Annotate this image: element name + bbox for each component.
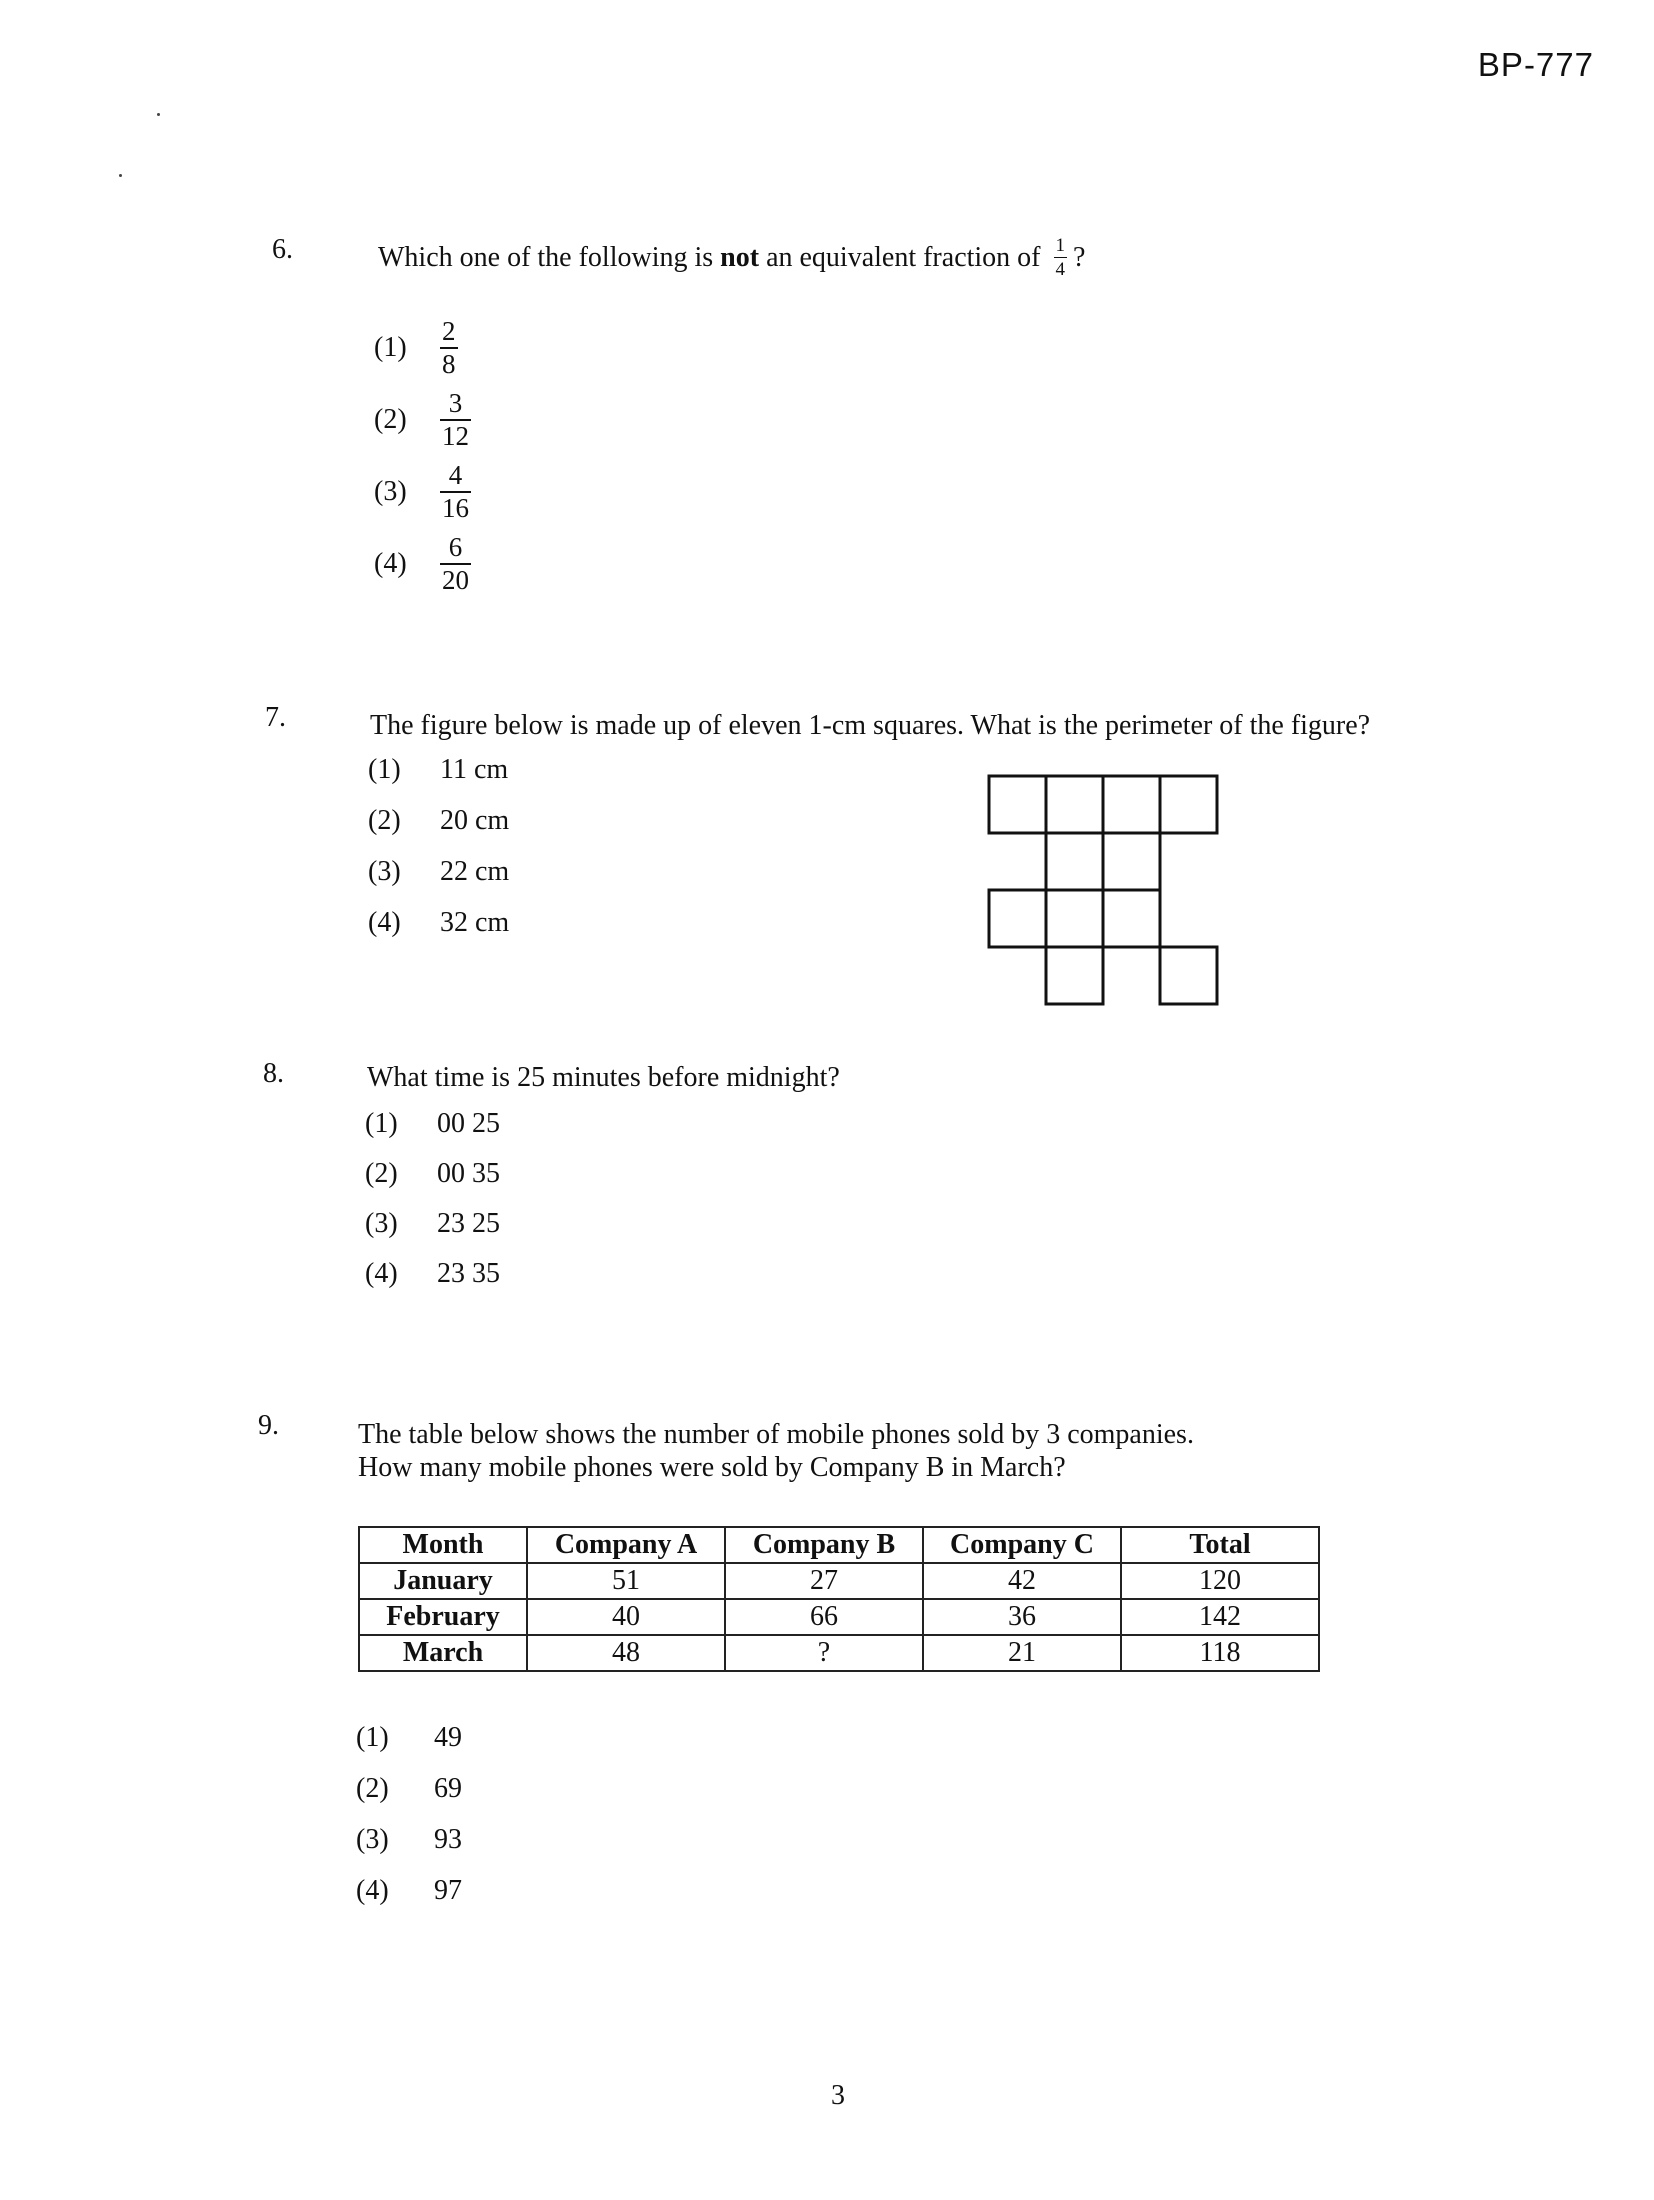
option-3[interactable] bbox=[365, 1208, 500, 1258]
page-number: 3 bbox=[831, 2080, 845, 2111]
table-cell: March bbox=[359, 1635, 527, 1671]
table-cell: ? bbox=[725, 1635, 923, 1671]
column-header: Total bbox=[1121, 1527, 1319, 1563]
option-1[interactable] bbox=[374, 312, 471, 384]
option-label: (4) bbox=[368, 907, 401, 938]
table-cell: 36 bbox=[923, 1599, 1121, 1635]
question-9-number: 9. bbox=[258, 1410, 279, 1441]
fraction-numerator: 4 bbox=[448, 460, 463, 490]
table-cell: January bbox=[359, 1563, 527, 1599]
column-header: Month bbox=[359, 1527, 527, 1563]
option-2[interactable] bbox=[356, 1773, 462, 1824]
sales-table bbox=[358, 1526, 1320, 1672]
option-label: (3) bbox=[374, 476, 407, 507]
table-cell: 118 bbox=[1121, 1635, 1319, 1671]
table-cell: 48 bbox=[527, 1635, 725, 1671]
option-2[interactable] bbox=[365, 1158, 500, 1208]
question-6-qmark: ? bbox=[1073, 241, 1086, 273]
question-8-text: What time is 25 minutes before midnight? bbox=[367, 1062, 840, 1093]
fraction-numerator: 3 bbox=[448, 388, 463, 418]
option-2[interactable] bbox=[374, 384, 471, 456]
option-1[interactable] bbox=[368, 754, 509, 805]
scan-speck bbox=[119, 174, 122, 177]
table-cell: February bbox=[359, 1599, 527, 1635]
unit-square bbox=[1160, 947, 1217, 1004]
question-8-options bbox=[365, 1108, 500, 1308]
column-header: Company C bbox=[923, 1527, 1121, 1563]
question-7-options bbox=[368, 754, 509, 958]
option-value: 20 cm bbox=[440, 805, 510, 836]
question-6-text bbox=[378, 236, 1085, 279]
scan-speck bbox=[157, 113, 160, 116]
option-4[interactable] bbox=[356, 1875, 462, 1926]
option-label: (2) bbox=[365, 1158, 398, 1189]
option-2[interactable] bbox=[368, 805, 509, 856]
option-label: (1) bbox=[368, 754, 401, 785]
option-value: 93 bbox=[434, 1824, 462, 1855]
fraction-denominator: 16 bbox=[442, 493, 469, 523]
table-cell: 40 bbox=[527, 1599, 725, 1635]
option-value: 23 35 bbox=[437, 1258, 500, 1289]
unit-square bbox=[1160, 776, 1217, 833]
fraction-numerator: 6 bbox=[448, 532, 463, 562]
option-label: (2) bbox=[368, 805, 401, 836]
fraction-denominator: 12 bbox=[442, 421, 469, 451]
option-label: (1) bbox=[356, 1722, 389, 1753]
table-cell: 66 bbox=[725, 1599, 923, 1635]
table-header-row bbox=[359, 1527, 1319, 1563]
option-value: 22 cm bbox=[440, 856, 510, 887]
option-4[interactable] bbox=[374, 528, 471, 600]
option-4[interactable] bbox=[365, 1258, 500, 1308]
table-cell: 51 bbox=[527, 1563, 725, 1599]
option-label: (3) bbox=[368, 856, 401, 887]
unit-square bbox=[1103, 776, 1160, 833]
question-7-text: The figure below is made up of eleven 1-cm squares. What is the perimeter of the figure? bbox=[370, 710, 1371, 741]
unit-square bbox=[989, 776, 1046, 833]
unit-square bbox=[1046, 890, 1103, 947]
question-9-line-1: The table below shows the number of mobile phones sold by 3 companies. bbox=[358, 1419, 1194, 1450]
option-value: 32 cm bbox=[440, 907, 510, 938]
unit-square bbox=[1046, 947, 1103, 1004]
option-label: (4) bbox=[365, 1258, 398, 1289]
option-fraction bbox=[440, 534, 471, 594]
unit-square bbox=[1103, 833, 1160, 890]
option-1[interactable] bbox=[356, 1722, 462, 1773]
fraction-numerator: 1 bbox=[1055, 235, 1065, 256]
option-value: 00 25 bbox=[437, 1108, 500, 1139]
fraction-numerator: 2 bbox=[442, 316, 456, 346]
option-4[interactable] bbox=[368, 907, 509, 958]
option-value: 23 25 bbox=[437, 1208, 500, 1239]
table-cell: 21 bbox=[923, 1635, 1121, 1671]
option-value: 00 35 bbox=[437, 1158, 500, 1189]
table-cell: 27 bbox=[725, 1563, 923, 1599]
question-9-options bbox=[356, 1722, 462, 1926]
option-value: 97 bbox=[434, 1875, 462, 1906]
question-6-options bbox=[374, 312, 471, 600]
unit-square bbox=[1046, 833, 1103, 890]
question-9-line-2: How many mobile phones were sold by Company B in March? bbox=[358, 1452, 1066, 1483]
column-header: Company B bbox=[725, 1527, 923, 1563]
option-label: (3) bbox=[365, 1208, 398, 1239]
fraction-denominator: 8 bbox=[442, 349, 456, 379]
option-fraction bbox=[440, 462, 471, 522]
table-cell: 142 bbox=[1121, 1599, 1319, 1635]
unit-square bbox=[1046, 776, 1103, 833]
table-row bbox=[359, 1563, 1319, 1599]
question-6-number: 6. bbox=[272, 234, 293, 265]
question-9-text bbox=[358, 1418, 1194, 1484]
option-label: (1) bbox=[365, 1108, 398, 1139]
option-label: (1) bbox=[374, 332, 407, 363]
option-label: (2) bbox=[356, 1773, 389, 1804]
fraction-denominator: 20 bbox=[442, 565, 469, 595]
option-fraction bbox=[440, 390, 471, 450]
document-code: BP-777 bbox=[1477, 46, 1594, 83]
option-label: (3) bbox=[356, 1824, 389, 1855]
table-row bbox=[359, 1599, 1319, 1635]
table-cell: 120 bbox=[1121, 1563, 1319, 1599]
option-label: (2) bbox=[374, 404, 407, 435]
question-6-fraction bbox=[1054, 236, 1068, 279]
question-7-number: 7. bbox=[265, 702, 286, 733]
table-cell: 42 bbox=[923, 1563, 1121, 1599]
question-6-text-part: an equivalent fraction of bbox=[759, 241, 1048, 273]
squares-figure bbox=[985, 770, 1225, 1010]
fraction-denominator: 4 bbox=[1055, 259, 1065, 280]
option-1[interactable] bbox=[365, 1108, 500, 1158]
option-label: (4) bbox=[374, 548, 407, 579]
option-3[interactable] bbox=[368, 856, 509, 907]
option-fraction bbox=[440, 318, 458, 378]
option-3[interactable] bbox=[356, 1824, 462, 1875]
option-value: 49 bbox=[434, 1722, 462, 1753]
option-label: (4) bbox=[356, 1875, 389, 1906]
question-8-number: 8. bbox=[263, 1058, 284, 1089]
question-6-emphasis: not bbox=[720, 241, 760, 273]
column-header: Company A bbox=[527, 1527, 725, 1563]
unit-square bbox=[989, 890, 1046, 947]
option-3[interactable] bbox=[374, 456, 471, 528]
question-6-text-part: Which one of the following is bbox=[378, 241, 721, 273]
unit-square bbox=[1103, 890, 1160, 947]
table-row bbox=[359, 1635, 1319, 1671]
option-value: 11 cm bbox=[440, 754, 509, 785]
option-value: 69 bbox=[434, 1773, 462, 1804]
